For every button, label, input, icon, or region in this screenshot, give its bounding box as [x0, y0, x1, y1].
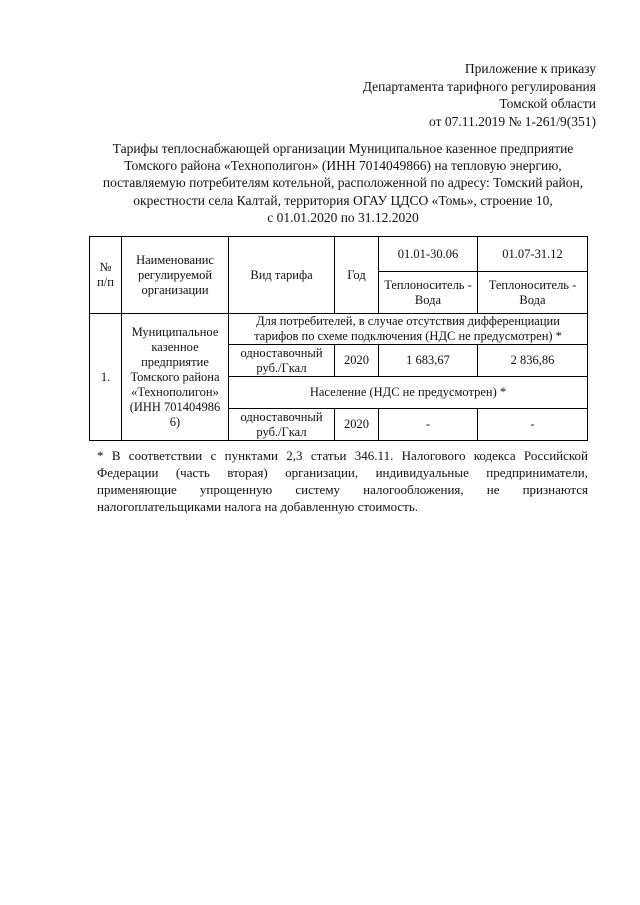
appendix-order-number: от 07.11.2019 № 1-261/9(351) [429, 113, 596, 129]
header-text: 01.01-30.06 [397, 246, 459, 261]
header-text: 01.07-31.12 [502, 246, 563, 261]
tariff-type-text: руб./Гкал [256, 360, 307, 375]
header-text: Наименованис [136, 252, 214, 267]
tariff-value-cell [379, 409, 478, 441]
tariff-value: - [530, 417, 535, 431]
org-name-line: казенное [151, 339, 199, 354]
appendix-reference [363, 60, 596, 130]
row-number-cell [90, 314, 122, 441]
title-line: Томского района «Технополигон» (ИНН 7014049866) на тепловую энергию, [124, 158, 562, 174]
header-period1-cell [379, 237, 478, 272]
header-medium1-cell [379, 272, 478, 314]
section-consumers-text: Для потребителей, в случае отсутствия дифференциации [256, 314, 560, 328]
tariff-table [89, 236, 588, 441]
header-text: регулируемой [137, 267, 213, 282]
tariff-value-cell [379, 345, 478, 377]
tariff-type-text: одноставочный [240, 409, 323, 424]
org-name-line: 6) [169, 414, 181, 429]
header-text: № [99, 260, 112, 274]
header-text: организации [141, 282, 209, 297]
tariff-value-cell [478, 409, 588, 441]
footnote-line: налогоплательщиками налога на добавленную стоимость. [97, 499, 419, 514]
section-consumers-text: тарифов по схеме подключения (НДС не предусмотрен) * [254, 329, 562, 343]
year-value: 2020 [344, 417, 369, 431]
header-org-name-cell [122, 237, 229, 314]
header-number-cell [90, 237, 122, 314]
tariff-value-cell [478, 345, 588, 377]
year-value: 2020 [344, 353, 369, 367]
org-name-line: (ИНН 701404986 [129, 399, 221, 414]
tariff-type-text: руб./Гкал [256, 424, 307, 439]
footnote-line: применяющие упрощенную систему налогообложения, не признаются [97, 482, 588, 497]
header-text: Вода [414, 292, 442, 307]
appendix-line: Приложение к приказу [464, 61, 596, 76]
header-text: Теплоноситель - [488, 277, 577, 292]
title-line: окрестности села Калтай, территория ОГАУ ЦДСО «Томь», строение 10, [133, 192, 553, 208]
title-line: поставляемую потребителям котельной, расположенной по адресу: Томский район, [102, 175, 584, 191]
appendix-line: Департамента тарифного регулирования [362, 78, 596, 94]
footnote [97, 447, 588, 515]
section-population-cell [229, 377, 588, 409]
tariff-value: - [425, 417, 431, 431]
title-line: Тарифы теплоснабжающей организации Муниципальное казенное предприятие [112, 141, 574, 156]
tariff-value: 2 836,86 [510, 353, 555, 367]
header-year-cell [335, 237, 379, 314]
year-cell [335, 409, 379, 441]
tariff-type-cell [229, 409, 335, 441]
table-header-row [90, 237, 588, 272]
table-row [90, 314, 588, 345]
header-medium2-cell [478, 272, 588, 314]
footnote-line: * В соответствии с пунктами 2,3 статьи 346.11. Налогового кодекса Российской [97, 448, 588, 463]
tariff-type-text: одноставочный [240, 345, 323, 360]
section-population-text: Население (НДС не предусмотрен) * [309, 385, 507, 399]
org-name-line: Томского района [130, 369, 220, 384]
header-tariff-type-cell [229, 237, 335, 314]
section-consumers-cell [229, 314, 588, 345]
header-text: п/п [97, 275, 114, 289]
tariff-value: 1 683,67 [406, 353, 450, 367]
appendix-line: Томской области [499, 96, 596, 111]
org-name-line: «Технополигон» [131, 384, 219, 399]
org-name-line: Муниципальное [131, 324, 219, 339]
year-cell [335, 345, 379, 377]
header-text: Вид тарифа [250, 267, 313, 282]
title-period-line: с 01.01.2020 по 31.12.2020 [267, 209, 419, 225]
header-text: Теплоноситель - [384, 277, 472, 292]
tariff-type-cell [229, 345, 335, 377]
footnote-line: Федерации (часть вторая) организации, индивидуальные предприниматели, [97, 465, 588, 480]
org-name-line: предприятие [141, 354, 209, 369]
row-number: 1. [100, 369, 111, 384]
header-text: Год [347, 267, 366, 282]
header-text: Вода [519, 292, 546, 307]
document-title [88, 140, 598, 226]
row-org-name-cell [122, 314, 229, 441]
header-period2-cell [478, 237, 588, 272]
